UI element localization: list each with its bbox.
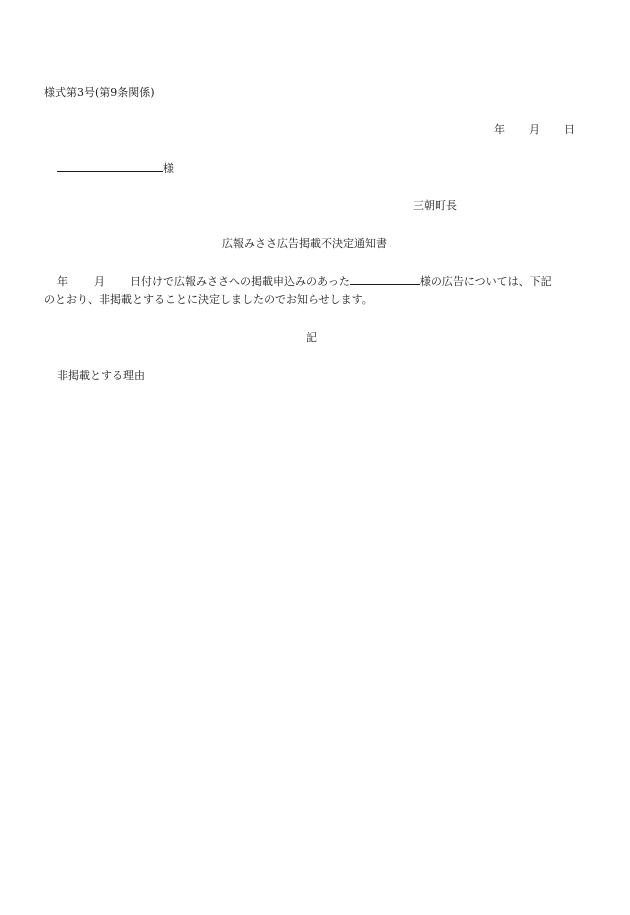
date-line xyxy=(494,122,575,137)
body-text-after: 様の広告については、下記 xyxy=(419,275,552,288)
addressee-blank xyxy=(57,160,163,172)
date-day: 日 xyxy=(564,123,575,136)
ki-heading: 記 xyxy=(306,331,317,344)
body-month: 月 xyxy=(94,275,105,288)
applicant-blank xyxy=(350,273,420,285)
form-number: 様式第3号(第9条関係) xyxy=(44,86,155,99)
body-line-1 xyxy=(57,273,552,289)
addressee-line xyxy=(57,160,174,176)
document-title: 広報みささ広告掲載不決定通知書 xyxy=(222,237,387,250)
body-line-2: のとおり、非掲載とすることに決定しましたのでお知らせします。 xyxy=(44,293,373,306)
reason-label: 非掲載とする理由 xyxy=(57,369,145,382)
issuer-name: 三朝町長 xyxy=(413,199,457,212)
addressee-suffix: 様 xyxy=(163,162,174,175)
date-month: 月 xyxy=(529,123,540,136)
body-year: 年 xyxy=(57,275,68,288)
date-year: 年 xyxy=(494,123,505,136)
body-text-before: 日付けで広報みささへの掲載申込みのあった xyxy=(130,275,350,288)
